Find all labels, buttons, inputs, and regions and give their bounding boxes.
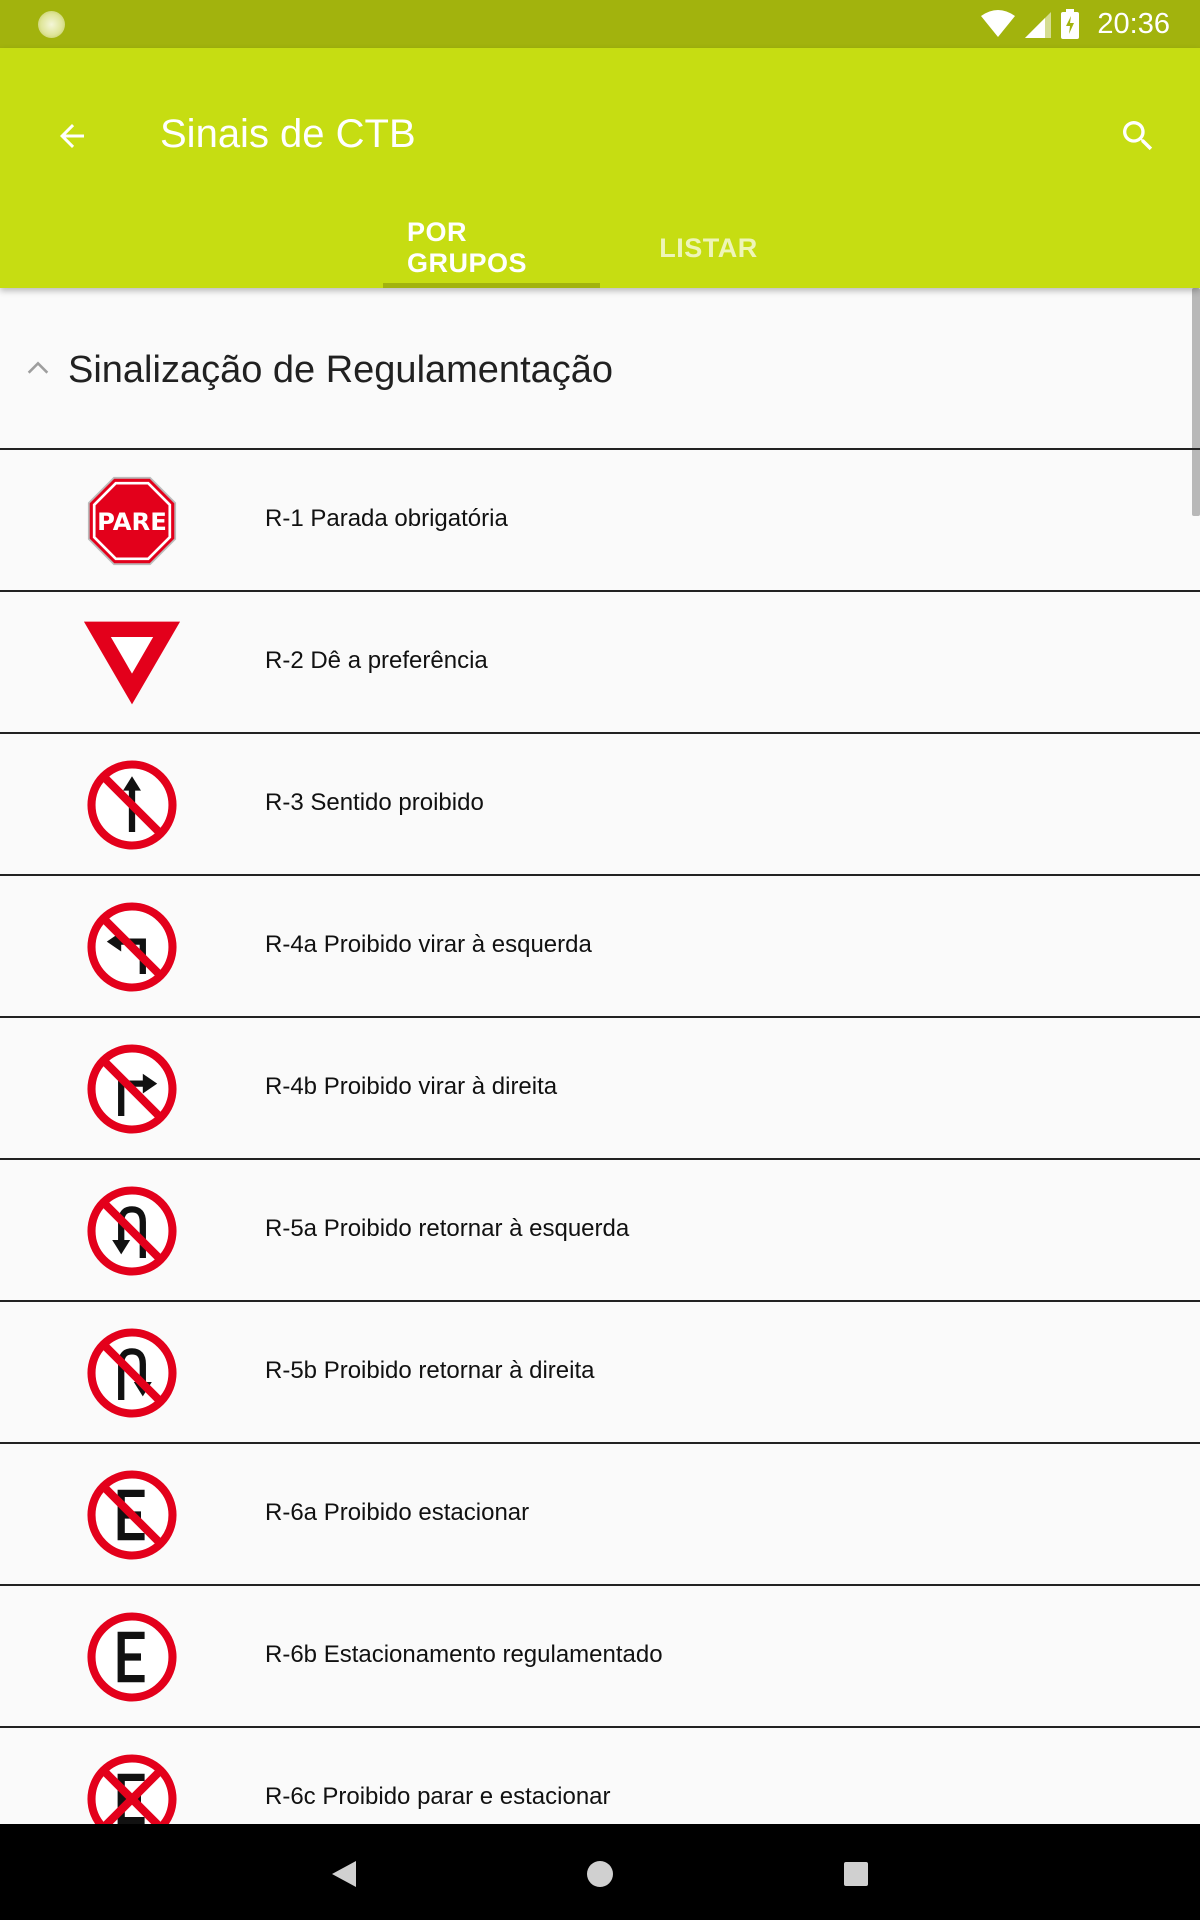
system-nav-bar: [0, 1824, 1200, 1920]
item-label: R-3 Sentido proibido: [265, 789, 484, 816]
no-left-turn-sign-icon: [82, 902, 182, 992]
circle-home-icon: [585, 1859, 615, 1889]
status-icons: [981, 8, 1170, 40]
cell-signal-icon: [1025, 10, 1051, 38]
search-icon: [1118, 116, 1158, 156]
parking-sign-icon: [82, 1612, 182, 1702]
search-button[interactable]: [1106, 104, 1170, 168]
item-label: R-6a Proibido estacionar: [265, 1499, 530, 1526]
yield-sign-icon: [82, 618, 182, 708]
list-item[interactable]: [0, 1302, 1200, 1444]
list-item[interactable]: [0, 1160, 1200, 1302]
clock: 20:36: [1097, 7, 1170, 40]
no-u-turn-left-sign-icon: [82, 1186, 182, 1276]
tab-bar: [383, 208, 817, 288]
stop-sign-icon: [82, 476, 182, 566]
item-label: R-1 Parada obrigatória: [265, 505, 508, 532]
nav-recents-button[interactable]: [838, 1856, 874, 1892]
tab-por-grupos[interactable]: POR GRUPOS: [383, 208, 600, 288]
back-button[interactable]: [40, 104, 104, 168]
nav-back-button[interactable]: [326, 1856, 362, 1892]
wifi-icon: [981, 10, 1015, 38]
no-stopping-sign-icon: [82, 1754, 182, 1824]
item-label: R-6c Proibido parar e estacionar: [265, 1783, 611, 1810]
list-item[interactable]: [0, 1444, 1200, 1586]
list-item[interactable]: [0, 450, 1200, 592]
item-label: R-4a Proibido virar à esquerda: [265, 931, 592, 958]
group-header[interactable]: [0, 288, 1200, 450]
nav-home-button[interactable]: [582, 1856, 618, 1892]
item-label: R-2 Dê a preferência: [265, 647, 488, 674]
item-label: R-5a Proibido retornar à esquerda: [265, 1215, 630, 1242]
group-title: Sinalização de Regulamentação: [68, 349, 614, 391]
no-parking-sign-icon: [82, 1470, 182, 1560]
list-item[interactable]: [0, 1728, 1200, 1824]
list-item[interactable]: [0, 1018, 1200, 1160]
list-item[interactable]: [0, 592, 1200, 734]
list-item[interactable]: [0, 1586, 1200, 1728]
no-u-turn-right-sign-icon: [82, 1328, 182, 1418]
item-label: R-5b Proibido retornar à direita: [265, 1357, 595, 1384]
tab-listar[interactable]: LISTAR: [659, 232, 758, 263]
chevron-up-icon: [24, 354, 52, 382]
app-bar: [0, 48, 1200, 288]
triangle-back-icon: [330, 1859, 358, 1889]
list-item[interactable]: [0, 876, 1200, 1018]
item-label: R-6b Estacionamento regulamentado: [265, 1641, 663, 1668]
arrow-back-icon: [54, 118, 90, 154]
battery-charging-icon: [1061, 9, 1079, 39]
no-entry-sign-icon: [82, 760, 182, 850]
list-item[interactable]: [0, 734, 1200, 876]
page-title: Sinais de CTB: [160, 112, 416, 156]
no-right-turn-sign-icon: [82, 1044, 182, 1134]
notification-app-icon: [38, 11, 65, 38]
stop-sign-text: PARE: [97, 507, 167, 536]
item-label: R-4b Proibido virar à direita: [265, 1073, 558, 1100]
square-recents-icon: [843, 1861, 869, 1887]
sign-list[interactable]: [0, 288, 1200, 1824]
status-bar: [0, 0, 1200, 48]
